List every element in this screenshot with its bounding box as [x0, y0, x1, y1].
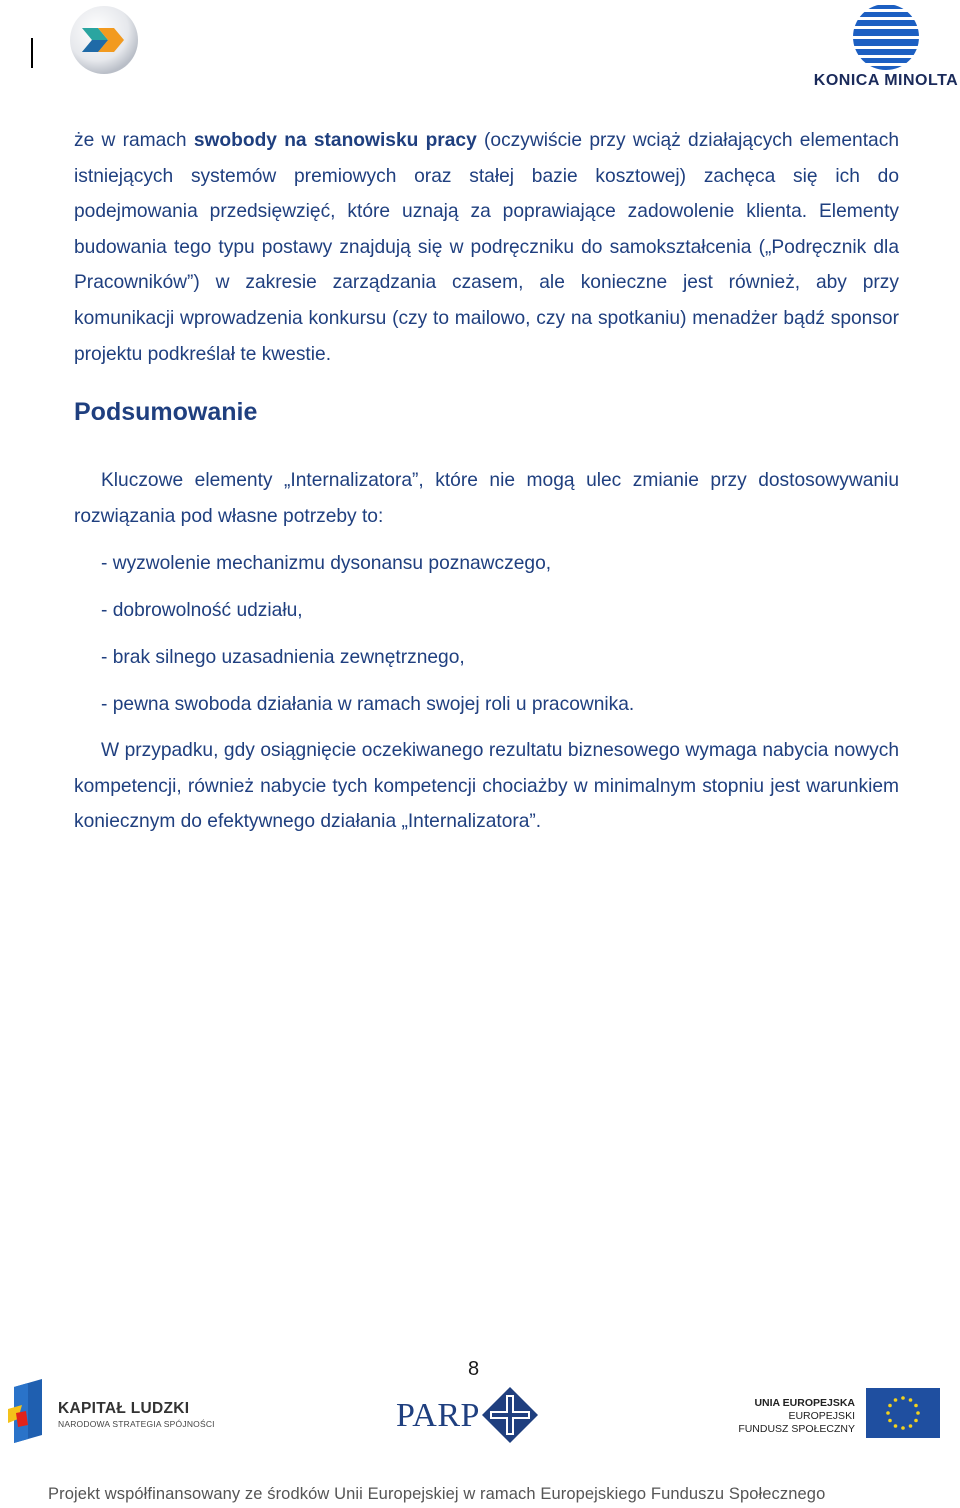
eu-star — [909, 1424, 913, 1428]
page-number: 8 — [467, 1358, 480, 1380]
eu-star — [894, 1424, 898, 1428]
arrow-chevrons-logo-icon — [68, 4, 140, 76]
eu-flag-icon — [866, 1388, 940, 1438]
kapital-ludzki-title: KAPITAŁ LUDZKI — [58, 1400, 190, 1417]
konica-globe-icon — [812, 4, 960, 70]
parp-logo — [396, 1385, 541, 1445]
paragraph-1-prefix: że w ramach — [74, 130, 194, 151]
paragraph-1-bold: swobody na stanowisku pracy — [193, 130, 477, 151]
kapital-ludzki-subtitle: NARODOWA STRATEGIA SPÓJNOŚCI — [58, 1419, 215, 1429]
parp-wordmark: PARP — [396, 1397, 480, 1434]
eu-line-1: UNIA EUROPEJSKA — [754, 1397, 855, 1409]
eu-star — [894, 1398, 898, 1402]
paragraph-1 — [74, 123, 899, 372]
list-item: - dobrowolność udziału, — [101, 600, 303, 621]
paragraph-3-block — [74, 733, 899, 840]
eu-star — [888, 1404, 892, 1408]
kapital-ludzki-logo — [8, 1377, 215, 1447]
konica-minolta-wordmark: KONICA MINOLTA — [813, 72, 959, 89]
eu-line-2: EUROPEJSKI — [788, 1410, 855, 1422]
eu-star — [914, 1419, 918, 1423]
eu-star — [916, 1411, 920, 1415]
paragraph-2-block — [74, 463, 899, 534]
section-heading: Podsumowanie — [74, 398, 258, 426]
paragraph-1-suffix: (oczywiście przy wciąż działających elementach istniejących systemów premiowych oraz stałej bazie kosztowej) zachęca się ich do podejmowania przedsięwzięć, które uznają za poprawiające zadowolenie klienta. Elementy budowania tego typu postawy znajdują się w podręczniku do samokształcenia („Podręcznik dla Pracowników”) w zakresie zarządzania czasem, ale konieczne jest również, aby przy komunikacji wprowadzenia konkursu (czy to mailowo, czy na spotkaniu) menadżer bądź sponsor projektu podkreślał te kwestie. — [74, 130, 899, 365]
eu-star — [901, 1396, 905, 1400]
list-item: - brak silnego uzasadnienia zewnętrznego, — [101, 647, 465, 668]
list-item: - wyzwolenie mechanizmu dysonansu poznawczego, — [101, 553, 552, 574]
list-item: - pewna swoboda działania w ramach swojej roli u pracownika. — [101, 694, 635, 715]
footer-logos — [0, 1375, 960, 1450]
eu-star — [914, 1404, 918, 1408]
header-rule — [31, 38, 33, 68]
eu-star — [901, 1426, 905, 1430]
parp-diamond-icon — [482, 1387, 538, 1443]
paragraph-2: Kluczowe elementy „Internalizatora”, które nie mogą ulec zmianie przy dostosowywaniu rozwiązania pod własne potrzeby to: — [74, 470, 899, 527]
eu-line-3: FUNDUSZ SPOŁECZNY — [738, 1423, 855, 1435]
paragraph-1-block — [74, 123, 899, 372]
eu-star — [909, 1398, 913, 1402]
footer-note: Projekt współfinansowany ze środków Unii Europejskiej w ramach Europejskiego Funduszu Społecznego — [48, 1485, 826, 1503]
eu-star — [886, 1411, 890, 1415]
eu-star — [888, 1419, 892, 1423]
kapital-ludzki-emblem-icon — [8, 1379, 48, 1443]
paragraph-3: W przypadku, gdy osiągnięcie oczekiwanego rezultatu biznesowego wymaga nabycia nowych kompetencji, również nabycie tych kompetencji chociażby w minimalnym stopniu jest warunkiem koniecznym do efektywnego działania „Internalizatora”. — [74, 740, 899, 833]
eu-social-fund-logo — [738, 1385, 945, 1445]
konica-minolta-logo — [812, 4, 960, 92]
